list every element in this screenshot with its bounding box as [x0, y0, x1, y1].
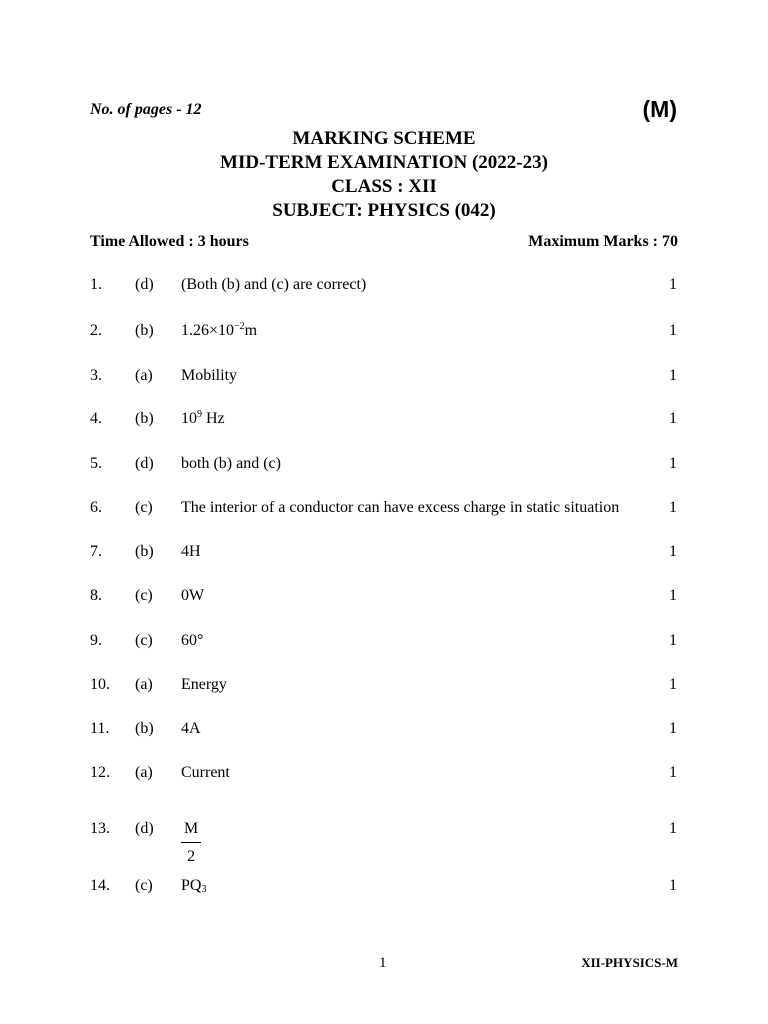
question-number: 12.	[90, 764, 110, 781]
answer-base: 1.26×10	[181, 322, 235, 339]
question-number: 1.	[90, 276, 102, 293]
answer-row	[0, 497, 768, 527]
answer-text: Mobility	[181, 367, 238, 384]
question-number: 8.	[90, 587, 102, 604]
answer-marks: 1	[669, 877, 677, 894]
answer-marks: 1	[669, 499, 677, 516]
maximum-marks: Maximum Marks : 70	[528, 233, 678, 250]
answer-base: 10	[181, 410, 197, 427]
answer-option: (c)	[135, 499, 153, 516]
answer-text	[181, 408, 225, 430]
answer-option: (d)	[135, 276, 154, 293]
answer-marks: 1	[669, 587, 677, 604]
answer-row	[0, 718, 768, 748]
answer-row	[0, 585, 768, 615]
answer-subscript: 3	[201, 884, 207, 895]
answer-exponent: −2	[234, 321, 245, 332]
question-number: 9.	[90, 632, 102, 649]
question-number: 7.	[90, 543, 102, 560]
question-number: 13.	[90, 820, 110, 837]
answer-row	[0, 674, 768, 704]
answer-marks: 1	[669, 632, 677, 649]
answer-option: (b)	[135, 720, 154, 737]
answer-option: (a)	[135, 676, 153, 693]
answer-text: Current	[181, 764, 230, 781]
pages-count-note: No. of pages - 12	[90, 101, 202, 118]
answer-row	[0, 541, 768, 571]
answer-text: The interior of a conductor can have excess charge in static situation	[181, 499, 620, 516]
answer-marks: 1	[669, 720, 677, 737]
answer-marks: 1	[669, 820, 677, 837]
answer-row	[0, 762, 768, 792]
question-number: 4.	[90, 410, 102, 427]
answer-marks: 1	[669, 455, 677, 472]
answer-marks: 1	[669, 764, 677, 781]
answer-option: (c)	[135, 587, 153, 604]
page-number: 1	[379, 955, 387, 971]
answer-row	[0, 630, 768, 660]
answer-row	[0, 408, 768, 438]
answer-marks: 1	[669, 410, 677, 427]
document-code: XII-PHYSICS-M	[581, 955, 678, 970]
answer-option: (c)	[135, 632, 153, 649]
answer-option: (c)	[135, 877, 153, 894]
answer-text: both (b) and (c)	[181, 455, 281, 472]
answer-text: Energy	[181, 676, 227, 693]
answer-text: 4A	[181, 720, 201, 737]
title-examination: MID-TERM EXAMINATION (2022-23)	[220, 152, 548, 173]
answer-row	[0, 453, 768, 483]
answer-row	[0, 818, 768, 865]
question-number: 2.	[90, 322, 102, 339]
question-number: 3.	[90, 367, 102, 384]
question-number: 14.	[90, 877, 110, 894]
answer-marks: 1	[669, 276, 677, 293]
answer-option: (a)	[135, 367, 153, 384]
answer-marks: 1	[669, 322, 677, 339]
answer-option: (b)	[135, 410, 154, 427]
answer-text: 60°	[181, 632, 204, 649]
question-number: 10.	[90, 676, 110, 693]
answer-base: PQ	[181, 877, 202, 894]
answer-unit: Hz	[202, 410, 225, 427]
answer-marks: 1	[669, 543, 677, 560]
time-allowed: Time Allowed : 3 hours	[90, 233, 249, 250]
answer-marks: 1	[669, 367, 677, 384]
answer-exponent: 9	[197, 409, 202, 420]
question-number: 6.	[90, 499, 102, 516]
question-number: 11.	[90, 720, 110, 737]
answer-option: (b)	[135, 322, 154, 339]
title-class: CLASS : XII	[331, 176, 437, 197]
answer-unit: m	[244, 322, 258, 339]
answer-row	[0, 365, 768, 395]
title-subject: SUBJECT: PHYSICS (042)	[272, 200, 496, 221]
answer-text	[181, 875, 206, 897]
answer-fraction	[181, 818, 201, 868]
question-number: 5.	[90, 455, 102, 472]
answer-option: (a)	[135, 764, 153, 781]
title-marking-scheme: MARKING SCHEME	[292, 128, 476, 149]
answer-option: (b)	[135, 543, 154, 560]
answer-text: 0W	[181, 587, 205, 604]
fraction-denominator: 2	[187, 848, 196, 865]
answer-row	[0, 320, 768, 350]
answer-row	[0, 274, 768, 304]
answer-option: (d)	[135, 455, 154, 472]
answer-option: (d)	[135, 820, 154, 837]
answer-text: (Both (b) and (c) are correct)	[181, 276, 367, 293]
answer-marks: 1	[669, 676, 677, 693]
answer-row	[0, 875, 768, 905]
answer-text: 4H	[181, 543, 201, 560]
answer-text	[181, 320, 257, 342]
fraction-numerator: M	[181, 818, 201, 843]
paper-variant-label: (M)	[642, 96, 677, 122]
